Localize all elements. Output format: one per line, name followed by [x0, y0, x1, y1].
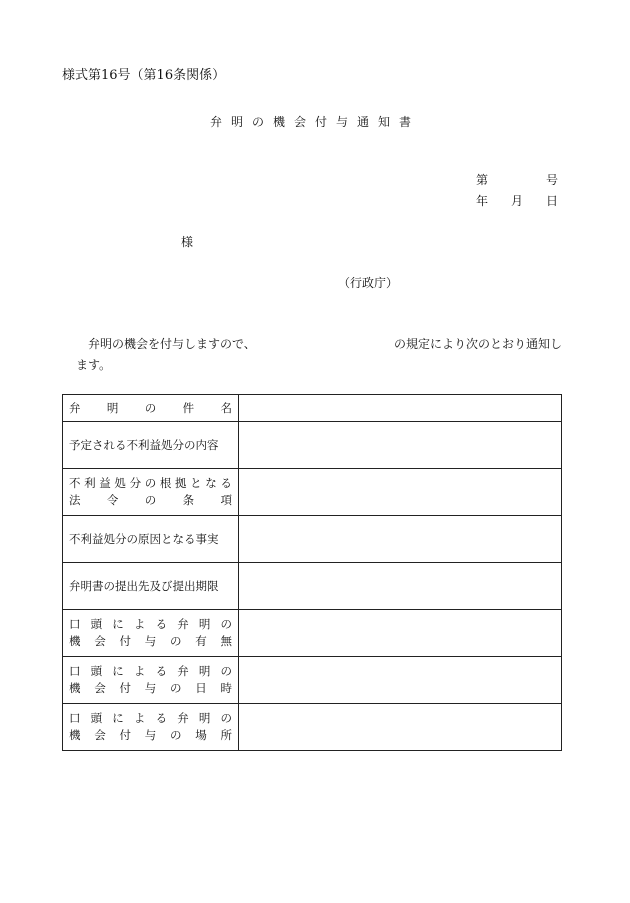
- form-number-label: 様式第16号（第16条関係）: [62, 68, 226, 83]
- label-char: 令: [106, 493, 119, 507]
- label-char: に: [112, 617, 124, 631]
- label-char: 明: [198, 617, 211, 631]
- label-char: 弁: [69, 400, 81, 415]
- label-char: 所: [220, 728, 232, 742]
- issuing-agency: （行政庁）: [338, 276, 399, 290]
- label-char: と: [190, 476, 202, 490]
- label-char: 機: [69, 634, 81, 648]
- label-char: 益: [99, 476, 111, 490]
- document-title: 弁明の機会付与通知書: [209, 115, 420, 129]
- row-value-field[interactable]: [239, 610, 562, 657]
- row-label-line: [69, 492, 232, 509]
- recipient-honorific: 様: [181, 235, 194, 249]
- row-label-line: [69, 475, 232, 492]
- label-char: に: [112, 664, 124, 678]
- number-prefix: 第: [476, 173, 489, 187]
- label-char: 項: [220, 493, 232, 507]
- label-char: 機: [69, 728, 81, 742]
- label-char: 名: [220, 400, 232, 415]
- label-char: る: [155, 617, 168, 631]
- table-row: [63, 469, 562, 516]
- row-label-line: [69, 633, 232, 650]
- label-char: る: [220, 476, 232, 490]
- month-label: 月: [510, 194, 523, 208]
- label-char: 弁: [177, 711, 189, 725]
- row-label-line: [69, 663, 232, 680]
- row-label: [63, 610, 239, 657]
- label-char: 明: [106, 400, 119, 415]
- label-char: 場: [195, 728, 207, 742]
- row-label-line: [69, 710, 232, 727]
- label-char: 処: [114, 476, 126, 490]
- label-char: の: [170, 634, 182, 648]
- label-char: 無: [220, 634, 232, 648]
- label-char: 口: [69, 664, 81, 678]
- row-label: [63, 516, 239, 563]
- body-text-part2: の規定により次のとおり通知し: [394, 337, 563, 351]
- row-label-line: [69, 680, 232, 697]
- label-char: 時: [220, 681, 232, 695]
- label-char: の: [220, 664, 232, 678]
- notice-details-table: [62, 394, 562, 751]
- label-char: 件: [182, 400, 195, 415]
- label-char: の: [144, 476, 157, 490]
- body-paragraph-line2: ます。: [76, 358, 112, 372]
- row-label-line: 弁明書の提出先及び提出期限: [69, 578, 219, 593]
- row-value-field[interactable]: [239, 469, 562, 516]
- row-label: [63, 395, 239, 422]
- row-label: [63, 422, 239, 469]
- row-label-line: [69, 616, 232, 633]
- table-row: [63, 563, 562, 610]
- row-label: [63, 563, 239, 610]
- table-row: [63, 395, 562, 422]
- label-char: 頭: [90, 711, 103, 725]
- row-label: [63, 657, 239, 704]
- row-value-field[interactable]: [239, 657, 562, 704]
- label-char: 根: [159, 476, 172, 490]
- label-char: に: [112, 711, 124, 725]
- label-char: 利: [84, 476, 96, 490]
- label-char: る: [155, 664, 168, 678]
- label-char: 口: [69, 617, 81, 631]
- label-char: る: [155, 711, 168, 725]
- label-char: 与: [144, 681, 157, 695]
- row-label-line: [69, 727, 232, 744]
- table-row: [63, 657, 562, 704]
- label-char: 与: [144, 634, 157, 648]
- label-char: 頭: [90, 617, 103, 631]
- label-char: 明: [198, 711, 211, 725]
- label-char: の: [144, 400, 157, 415]
- label-char: 頭: [90, 664, 103, 678]
- year-label: 年: [476, 194, 489, 208]
- label-char: 付: [119, 681, 131, 695]
- label-char: 付: [119, 728, 131, 742]
- row-value-field[interactable]: [239, 563, 562, 610]
- label-char: の: [220, 711, 232, 725]
- table-row: [63, 422, 562, 469]
- label-char: よ: [133, 711, 146, 725]
- label-char: 会: [94, 634, 106, 648]
- label-char: よ: [133, 617, 146, 631]
- label-char: 弁: [177, 664, 189, 678]
- label-char: 弁: [177, 617, 189, 631]
- label-char: 明: [198, 664, 211, 678]
- label-char: 法: [69, 493, 81, 507]
- label-char: の: [220, 617, 232, 631]
- row-label-line: 不利益処分の原因となる事実: [69, 531, 219, 546]
- label-char: 与: [144, 728, 157, 742]
- label-char: 不: [69, 476, 81, 490]
- document-number-line: [476, 171, 558, 188]
- label-char: の: [170, 728, 182, 742]
- label-char: 有: [195, 634, 207, 648]
- label-char: 分: [129, 476, 142, 490]
- label-char: 付: [119, 634, 131, 648]
- table-row: [63, 704, 562, 751]
- label-char: 会: [94, 728, 106, 742]
- day-label: 日: [545, 194, 558, 208]
- label-char: の: [144, 493, 157, 507]
- date-line: [476, 192, 558, 209]
- row-value-field[interactable]: [239, 516, 562, 563]
- label-char: 拠: [174, 476, 187, 490]
- row-value-field[interactable]: [239, 422, 562, 469]
- label-char: 日: [195, 681, 207, 695]
- label-char: な: [205, 476, 217, 490]
- label-char: 口: [69, 711, 81, 725]
- body-text-part1: 弁明の機会を付与しますので、: [88, 337, 256, 351]
- number-suffix: 号: [545, 173, 558, 187]
- label-char: よ: [133, 664, 146, 678]
- table-row: [63, 516, 562, 563]
- row-label: [63, 469, 239, 516]
- row-label-line: 予定される不利益処分の内容: [69, 437, 219, 452]
- row-label: [63, 704, 239, 751]
- row-value-field[interactable]: [239, 395, 562, 422]
- row-value-field[interactable]: [239, 704, 562, 751]
- label-char: の: [170, 681, 182, 695]
- table-row: [63, 610, 562, 657]
- row-label-line: [69, 400, 232, 417]
- label-char: 機: [69, 681, 81, 695]
- label-char: 条: [182, 493, 195, 507]
- label-char: 会: [94, 681, 106, 695]
